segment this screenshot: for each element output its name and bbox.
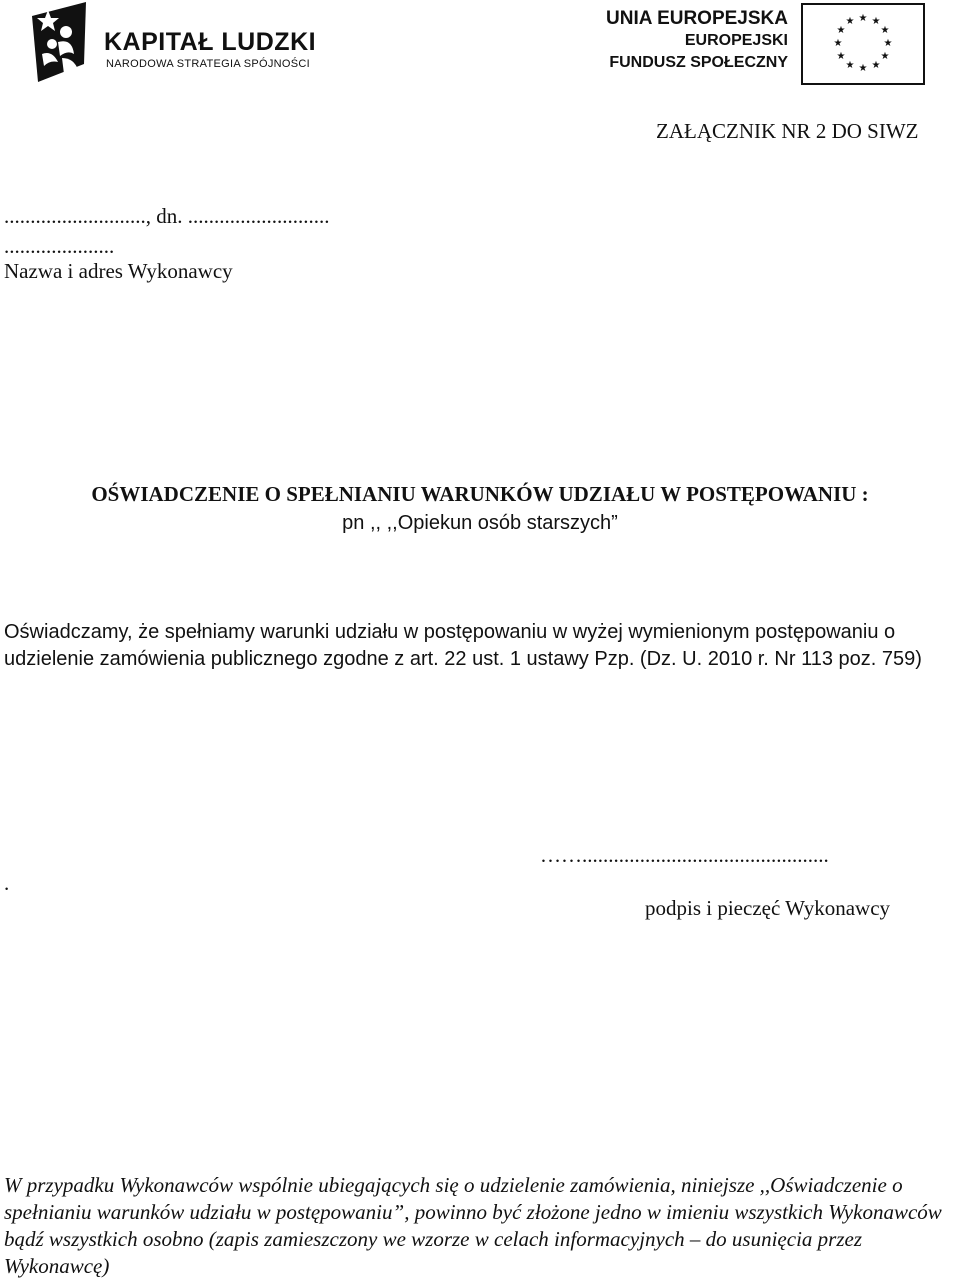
date-placeholder: ..........................., dn. ........................... xyxy=(4,204,330,228)
eu-logo-line2: EUROPEJSKI xyxy=(684,32,788,49)
kapital-ludzki-subtitle: NARODOWA STRATEGIA SPÓJNOŚCI xyxy=(106,58,310,70)
signature-label: podpis i pieczęć Wykonawcy xyxy=(645,896,891,920)
svg-text:★: ★ xyxy=(845,16,855,27)
eu-logo-line1: UNIA EUROPEJSKA xyxy=(606,8,788,29)
document-title: OŚWIADCZENIE O SPEŁNIANIU WARUNKÓW UDZIAŁU W POSTĘPOWANIU : xyxy=(91,482,869,506)
svg-text:★: ★ xyxy=(858,13,868,24)
eu-flag-icon xyxy=(801,3,925,85)
procurement-subject: pn ,, ,,Opiekun osób starszych” xyxy=(342,512,618,534)
svg-text:★: ★ xyxy=(871,60,881,71)
eu-logo-line3: FUNDUSZ SPOŁECZNY xyxy=(609,54,788,71)
svg-text:★: ★ xyxy=(845,60,855,71)
svg-text:★: ★ xyxy=(880,25,890,36)
kapital-ludzki-title: KAPITAŁ LUDZKI xyxy=(104,28,317,56)
contractor-label: Nazwa i adres Wykonawcy xyxy=(4,259,233,283)
left-dot: . xyxy=(4,871,10,895)
footnote: W przypadku Wykonawców wspólnie ubiegających się o udzielenie zamówienia, niniejsze ,,Oświadczenie o spełnianiu warunków udziału w postępowaniu”, powinno być złożone jedno w imieniu wszystkich Wykonawców bądź wszystkich osobno (zapis zamieszczony we wzorze w celach informacyjnych – do usunięcia przez Wykonawcę) xyxy=(4,1173,942,1278)
kapital-ludzki-emblem-icon xyxy=(28,2,90,86)
svg-text:★: ★ xyxy=(836,25,846,36)
annex-heading: ZAŁĄCZNIK NR 2 DO SIWZ xyxy=(656,119,919,143)
svg-text:★: ★ xyxy=(883,38,893,49)
svg-text:★: ★ xyxy=(833,38,843,49)
statement-paragraph: Oświadczamy, że spełniamy warunki udziału w postępowaniu w wyżej wymienionym postępowaniu o udzielenie zamówienia publicznego zgodne z art. 22 ust. 1 ustawy Pzp. (Dz. U. 2010 r. Nr 113 poz. 759) xyxy=(4,621,922,670)
svg-text:★: ★ xyxy=(836,51,846,62)
eu-logo-text xyxy=(590,8,788,74)
svg-text:★: ★ xyxy=(858,63,868,74)
svg-text:★: ★ xyxy=(880,51,890,62)
kapital-ludzki-logo xyxy=(28,2,328,86)
svg-text:★: ★ xyxy=(871,16,881,27)
signature-dots: ……............................................... xyxy=(540,843,829,867)
contractor-dots: ..................... xyxy=(4,234,115,258)
